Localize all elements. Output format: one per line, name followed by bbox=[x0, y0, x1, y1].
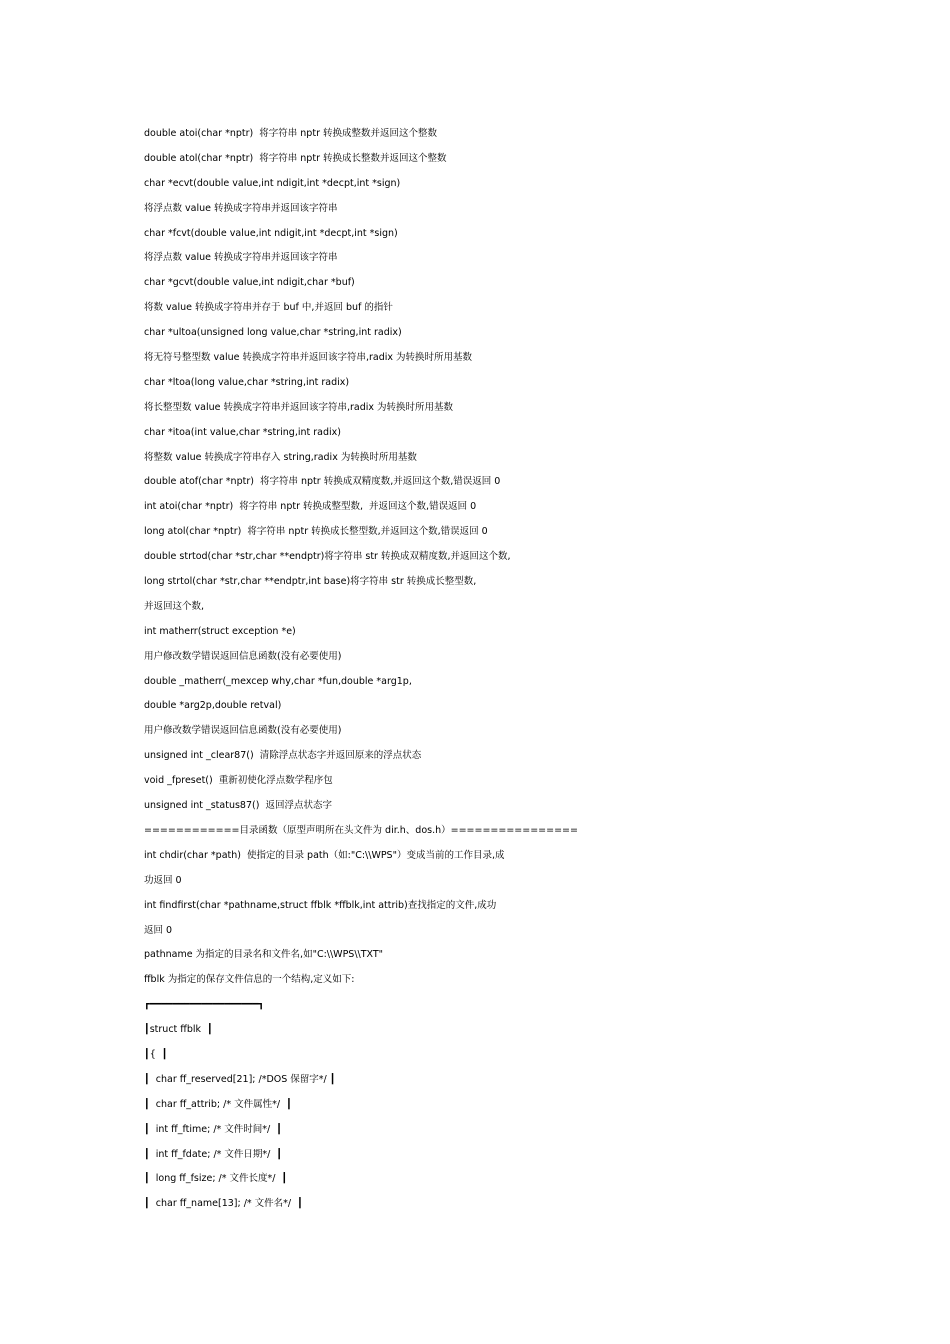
text-line: char *gcvt(double value,int ndigit,char *buf) bbox=[144, 277, 355, 289]
document-body bbox=[144, 127, 924, 1222]
text-line: double atof(char *nptr) 将字符串 nptr 转换成双精度数,并返回这个数,错误返回 0 bbox=[144, 476, 501, 488]
text-line: char *itoa(int value,char *string,int radix) bbox=[144, 426, 341, 438]
text-line: long strtol(char *str,char **endptr,int base)将字符串 str 转换成长整型数, bbox=[144, 576, 477, 588]
text-line: char *ltoa(long value,char *string,int radix) bbox=[144, 376, 350, 388]
section-heading: ============目录函数（原型声明所在头文件为 dir.h、dos.h）================ bbox=[144, 824, 578, 836]
text-line: 将数 value 转换成字符串并存于 buf 中,并返回 buf 的指针 bbox=[144, 302, 393, 314]
text-line: double atoi(char *nptr) 将字符串 nptr 转换成整数并返回这个整数 bbox=[144, 128, 437, 139]
text-line: double atol(char *nptr) 将字符串 nptr 转换成长整数并返回这个整数 bbox=[144, 152, 447, 164]
text-line: long atol(char *nptr) 将字符串 nptr 转换成长整型数,并返回这个数,错误返回 0 bbox=[144, 526, 488, 538]
struct-box-line: ┃ int ff_ftime; /* 文件时间*/ ┃ bbox=[144, 1123, 283, 1135]
text-line: unsigned int _status87() 返回浮点状态字 bbox=[144, 800, 332, 812]
struct-box-line: ┃ char ff_name[13]; /* 文件名*/ ┃ bbox=[144, 1198, 303, 1210]
text-line: 将长整型数 value 转换成字符串并返回该字符串,radix 为转换时所用基数 bbox=[144, 401, 454, 413]
text-line: 返回 0 bbox=[144, 924, 173, 936]
struct-box-line: ┃ char ff_reserved[21]; /*DOS 保留字*/ ┃ bbox=[144, 1073, 336, 1085]
text-line: 将浮点数 value 转换成字符串并返回该字符串 bbox=[144, 252, 338, 264]
text-line: char *fcvt(double value,int ndigit,int *decpt,int *sign) bbox=[144, 227, 398, 239]
text-line: char *ultoa(unsigned long value,char *string,int radix) bbox=[144, 327, 402, 339]
text-line: int atoi(char *nptr) 将字符串 nptr 转换成整型数, 并返回这个数,错误返回 0 bbox=[144, 501, 477, 513]
text-line: ffblk 为指定的保存文件信息的一个结构,定义如下: bbox=[144, 974, 355, 986]
text-line: int findfirst(char *pathname,struct ffblk *ffblk,int attrib)查找指定的文件,成功 bbox=[144, 899, 497, 911]
text-line: 并返回这个数, bbox=[144, 600, 205, 612]
text-line: unsigned int _clear87() 清除浮点状态字并返回原来的浮点状态 bbox=[144, 750, 422, 762]
struct-box-line: ┃{ ┃ bbox=[144, 1048, 168, 1060]
text-line: 用户修改数学错误返回信息函数(没有必要使用) bbox=[144, 650, 342, 662]
text-line: 将浮点数 value 转换成字符串并返回该字符串 bbox=[144, 202, 338, 214]
struct-box-line: ┃ char ff_attrib; /* 文件属性*/ ┃ bbox=[144, 1098, 292, 1110]
text-line: double strtod(char *str,char **endptr)将字符串 str 转换成双精度数,并返回这个数, bbox=[144, 551, 511, 563]
text-line: char *ecvt(double value,int ndigit,int *decpt,int *sign) bbox=[144, 177, 401, 189]
text-line: int chdir(char *path) 使指定的目录 path（如:"C:\\WPS"）变成当前的工作目录,成 bbox=[144, 849, 505, 861]
text-line: 将无符号整型数 value 转换成字符串并返回该字符串,radix 为转换时所用基数 bbox=[144, 352, 473, 364]
text-line: pathname 为指定的目录名和文件名,如"C:\\WPS\\TXT" bbox=[144, 949, 384, 961]
text-line: 功返回 0 bbox=[144, 874, 182, 886]
text-line: int matherr(struct exception *e) bbox=[144, 625, 296, 637]
struct-box-line: ┃ long ff_fsize; /* 文件长度*/ ┃ bbox=[144, 1173, 288, 1185]
struct-box-border: ┏━━━━━━━━━━━━━━━━━━━┓ bbox=[144, 999, 265, 1011]
text-line: double _matherr(_mexcep why,char *fun,double *arg1p, bbox=[144, 675, 412, 687]
text-line: double *arg2p,double retval) bbox=[144, 700, 282, 712]
struct-box-line: ┃struct ffblk ┃ bbox=[144, 1024, 213, 1036]
struct-box-line: ┃ int ff_fdate; /* 文件日期*/ ┃ bbox=[144, 1148, 283, 1160]
text-line: 用户修改数学错误返回信息函数(没有必要使用) bbox=[144, 725, 342, 737]
text-line: void _fpreset() 重新初使化浮点数学程序包 bbox=[144, 775, 333, 787]
text-line: 将整数 value 转换成字符串存入 string,radix 为转换时所用基数 bbox=[144, 451, 417, 463]
